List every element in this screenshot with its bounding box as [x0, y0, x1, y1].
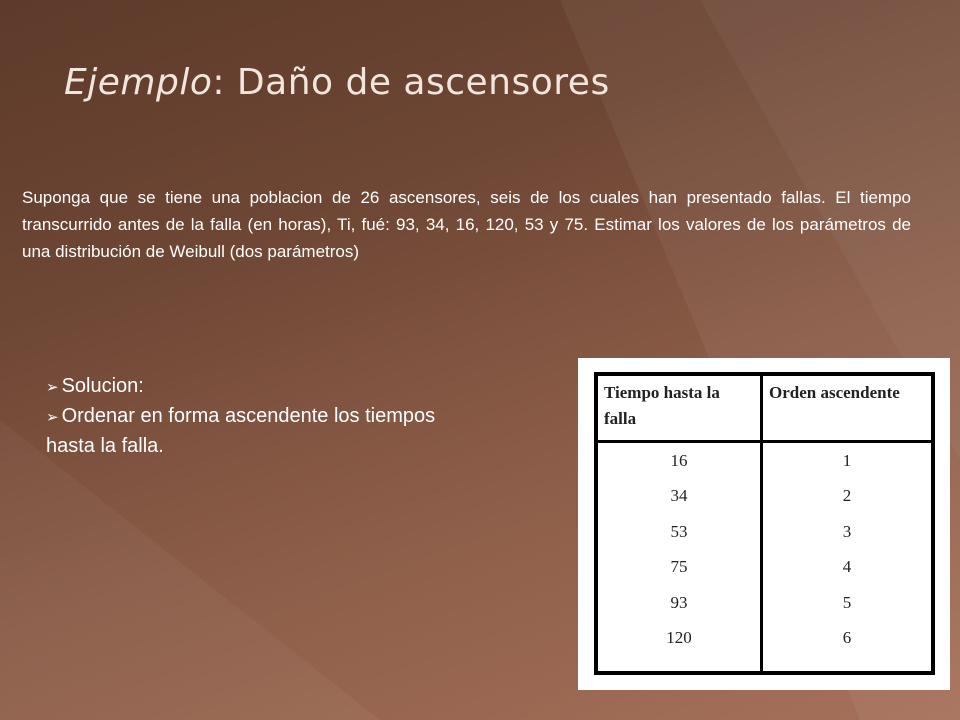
header-orden: Orden ascendente	[762, 374, 934, 442]
arrow-bullet-icon: ➢	[46, 409, 59, 426]
cell-orden: 4	[762, 550, 934, 586]
problem-statement: Suponga que se tiene una poblacion de 26 ascensores, seis de los cuales han presentado fallas. El tiempo transcurrido antes de la falla (en horas), Ti, fué: 93, 34, 16, 120, 53 y 75. Estimar los valores de los parámetros de una distribución de Weibull (dos parámetros)	[22, 188, 911, 261]
table-row	[596, 550, 933, 586]
arrow-bullet-icon: ➢	[46, 379, 59, 396]
cell-orden: 2	[762, 479, 934, 515]
cell-orden: 6	[762, 621, 934, 657]
table-image	[578, 358, 950, 690]
table-row	[596, 442, 933, 479]
slide-title	[64, 62, 610, 103]
table-row	[596, 479, 933, 515]
bullet-text: Solucion:	[61, 375, 144, 397]
bullet-text: Ordenar en forma ascendente los tiempos hasta la falla.	[46, 405, 436, 457]
table-row	[596, 585, 933, 621]
slide-title-rest: : Daño de ascensores	[212, 62, 610, 103]
cell-tiempo: 34	[670, 486, 688, 506]
bullet-item	[46, 372, 446, 402]
cell-tiempo: 75	[670, 557, 688, 577]
cell-tiempo: 93	[670, 592, 688, 612]
failure-time-table	[594, 372, 935, 675]
cell-tiempo: 16	[670, 450, 688, 470]
solution-bullets	[46, 372, 446, 460]
header-tiempo: Tiempo hasta la falla	[596, 374, 762, 442]
spacer-cell	[596, 656, 762, 673]
cell-orden: 3	[762, 514, 934, 550]
table-row	[596, 621, 933, 657]
spacer-cell	[762, 656, 934, 673]
slide-title-italic: Ejemplo	[64, 62, 213, 103]
bullet-item	[46, 402, 446, 460]
cell-orden: 5	[762, 585, 934, 621]
cell-tiempo: 53	[670, 521, 688, 541]
cell-tiempo: 120	[666, 628, 692, 648]
table-spacer-row	[596, 656, 933, 673]
table-header-row	[596, 374, 933, 442]
table-row	[596, 514, 933, 550]
cell-orden: 1	[762, 442, 934, 479]
